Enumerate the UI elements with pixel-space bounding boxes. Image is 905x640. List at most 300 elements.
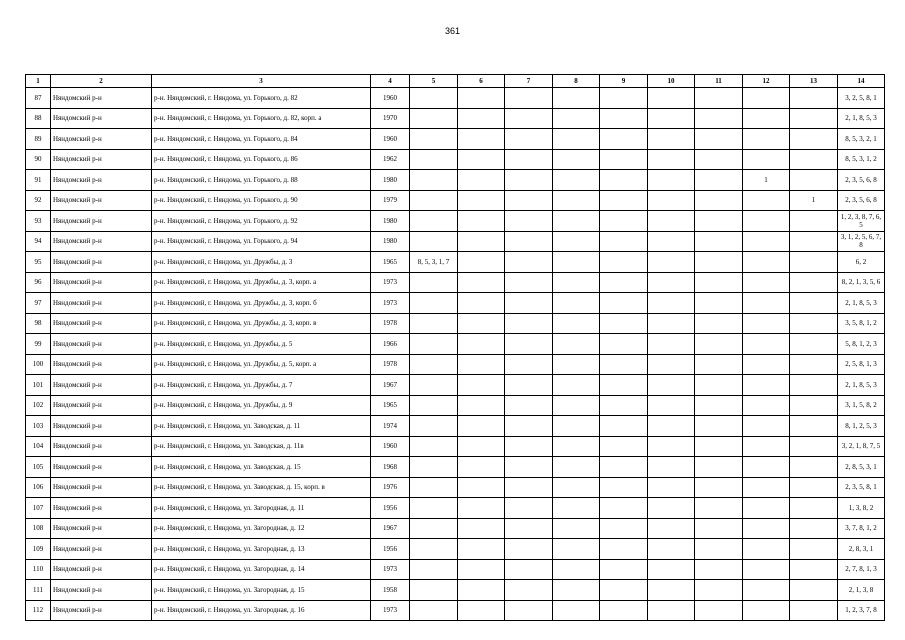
row-number-cell: 98 — [26, 313, 51, 334]
year-cell: 1962 — [371, 149, 410, 170]
address-cell: р-н. Няндомский, г. Няндома, ул. Дружбы, д. 9 — [152, 395, 371, 416]
column-12-cell — [743, 559, 790, 580]
column-5-cell — [410, 88, 458, 109]
column-11-cell — [695, 375, 743, 396]
column-5-cell — [410, 375, 458, 396]
column-7-cell — [505, 293, 553, 314]
column-6-cell — [458, 313, 505, 334]
column-8-cell — [553, 559, 600, 580]
year-cell: 1980 — [371, 211, 410, 232]
column-header-13: 13 — [790, 75, 838, 88]
row-number-cell: 105 — [26, 457, 51, 478]
column-14-cell: 2, 1, 8, 5, 3 — [838, 293, 885, 314]
column-12-cell — [743, 334, 790, 355]
column-header-8: 8 — [553, 75, 600, 88]
column-8-cell — [553, 539, 600, 560]
table-row — [26, 129, 885, 150]
column-11-cell — [695, 190, 743, 211]
column-12-cell — [743, 129, 790, 150]
column-header-3: 3 — [152, 75, 371, 88]
column-13-cell — [790, 354, 838, 375]
address-cell: р-н. Няндомский, г. Няндома, ул. Дружбы, д. 3, корп. в — [152, 313, 371, 334]
column-6-cell — [458, 354, 505, 375]
column-9-cell — [600, 190, 648, 211]
column-14-cell: 3, 7, 8, 1, 2 — [838, 518, 885, 539]
column-12-cell — [743, 395, 790, 416]
table-row — [26, 211, 885, 232]
address-cell: р-н. Няндомский, г. Няндома, ул. Горького, д. 82, корп. а — [152, 108, 371, 129]
column-10-cell — [648, 129, 695, 150]
table-row — [26, 498, 885, 519]
column-5-cell — [410, 149, 458, 170]
row-number-cell: 92 — [26, 190, 51, 211]
column-11-cell — [695, 395, 743, 416]
column-6-cell — [458, 518, 505, 539]
table-row — [26, 354, 885, 375]
column-10-cell — [648, 272, 695, 293]
district-cell: Няндомский р-н — [51, 313, 152, 334]
year-cell: 1960 — [371, 436, 410, 457]
column-5-cell — [410, 457, 458, 478]
column-14-cell: 2, 1, 3, 8 — [838, 580, 885, 601]
district-cell: Няндомский р-н — [51, 416, 152, 437]
column-10-cell — [648, 375, 695, 396]
row-number-cell: 90 — [26, 149, 51, 170]
table-row — [26, 88, 885, 109]
column-12-cell — [743, 457, 790, 478]
column-6-cell — [458, 375, 505, 396]
row-number-cell: 100 — [26, 354, 51, 375]
column-6-cell — [458, 457, 505, 478]
year-cell: 1968 — [371, 457, 410, 478]
column-6-cell — [458, 170, 505, 191]
year-cell: 1967 — [371, 375, 410, 396]
column-header-5: 5 — [410, 75, 458, 88]
column-11-cell — [695, 580, 743, 601]
column-11-cell — [695, 457, 743, 478]
column-5-cell — [410, 293, 458, 314]
column-8-cell — [553, 498, 600, 519]
column-6-cell — [458, 539, 505, 560]
district-cell: Няндомский р-н — [51, 190, 152, 211]
address-cell: р-н. Няндомский, г. Няндома, ул. Горького, д. 88 — [152, 170, 371, 191]
column-9-cell — [600, 149, 648, 170]
column-12-cell — [743, 211, 790, 232]
column-7-cell — [505, 436, 553, 457]
column-9-cell — [600, 252, 648, 273]
column-7-cell — [505, 600, 553, 621]
column-13-cell — [790, 231, 838, 252]
column-5-cell — [410, 129, 458, 150]
table-row — [26, 600, 885, 621]
column-14-cell: 3, 1, 5, 8, 2 — [838, 395, 885, 416]
column-9-cell — [600, 129, 648, 150]
column-header-10: 10 — [648, 75, 695, 88]
table-row — [26, 149, 885, 170]
row-number-cell: 106 — [26, 477, 51, 498]
column-9-cell — [600, 293, 648, 314]
column-6-cell — [458, 293, 505, 314]
column-13-cell — [790, 559, 838, 580]
column-9-cell — [600, 231, 648, 252]
column-13-cell — [790, 498, 838, 519]
address-cell: р-н. Няндомский, г. Няндома, ул. Дружбы, д. 3, корп. а — [152, 272, 371, 293]
column-5-cell — [410, 416, 458, 437]
column-13-cell — [790, 539, 838, 560]
column-5-cell — [410, 436, 458, 457]
row-number-cell: 101 — [26, 375, 51, 396]
column-8-cell — [553, 211, 600, 232]
column-12-cell — [743, 293, 790, 314]
year-cell: 1965 — [371, 252, 410, 273]
table-row — [26, 313, 885, 334]
district-cell: Няндомский р-н — [51, 170, 152, 191]
column-10-cell — [648, 88, 695, 109]
column-5-cell — [410, 477, 458, 498]
column-6-cell — [458, 395, 505, 416]
column-7-cell — [505, 190, 553, 211]
column-13-cell — [790, 416, 838, 437]
column-7-cell — [505, 252, 553, 273]
column-header-9: 9 — [600, 75, 648, 88]
table-row — [26, 231, 885, 252]
column-14-cell: 2, 8, 5, 3, 1 — [838, 457, 885, 478]
district-cell: Няндомский р-н — [51, 600, 152, 621]
address-cell: р-н. Няндомский, г. Няндома, ул. Заводская, д. 15, корп. в — [152, 477, 371, 498]
column-13-cell — [790, 252, 838, 273]
column-13-cell — [790, 129, 838, 150]
column-5-cell — [410, 580, 458, 601]
column-11-cell — [695, 354, 743, 375]
column-13-cell — [790, 375, 838, 396]
column-8-cell — [553, 149, 600, 170]
column-10-cell — [648, 354, 695, 375]
column-8-cell — [553, 272, 600, 293]
column-14-cell: 3, 1, 2, 5, 6, 7, 8 — [838, 231, 885, 252]
column-5-cell — [410, 498, 458, 519]
column-5-cell — [410, 313, 458, 334]
district-cell: Няндомский р-н — [51, 272, 152, 293]
column-12-cell — [743, 231, 790, 252]
housing-registry-table — [25, 74, 885, 621]
column-header-11: 11 — [695, 75, 743, 88]
column-10-cell — [648, 477, 695, 498]
column-12-cell: 1 — [743, 170, 790, 191]
column-7-cell — [505, 498, 553, 519]
district-cell: Няндомский р-н — [51, 231, 152, 252]
column-5-cell: 8, 5, 3, 1, 7 — [410, 252, 458, 273]
column-14-cell: 2, 1, 8, 5, 3 — [838, 108, 885, 129]
column-7-cell — [505, 518, 553, 539]
column-14-cell: 2, 3, 5, 8, 1 — [838, 477, 885, 498]
address-cell: р-н. Няндомский, г. Няндома, ул. Горького, д. 82 — [152, 88, 371, 109]
column-header-14: 14 — [838, 75, 885, 88]
district-cell: Няндомский р-н — [51, 395, 152, 416]
column-8-cell — [553, 600, 600, 621]
address-cell: р-н. Няндомский, г. Няндома, ул. Заводская, д. 11в — [152, 436, 371, 457]
address-cell: р-н. Няндомский, г. Няндома, ул. Горького, д. 86 — [152, 149, 371, 170]
column-6-cell — [458, 477, 505, 498]
column-13-cell: 1 — [790, 190, 838, 211]
column-header-6: 6 — [458, 75, 505, 88]
address-cell: р-н. Няндомский, г. Няндома, ул. Горького, д. 92 — [152, 211, 371, 232]
column-14-cell: 2, 1, 8, 5, 3 — [838, 375, 885, 396]
column-8-cell — [553, 354, 600, 375]
address-cell: р-н. Няндомский, г. Няндома, ул. Дружбы, д. 3, корп. б — [152, 293, 371, 314]
column-7-cell — [505, 559, 553, 580]
page-number: 361 — [444, 26, 461, 36]
table-row — [26, 580, 885, 601]
row-number-cell: 112 — [26, 600, 51, 621]
column-6-cell — [458, 436, 505, 457]
column-5-cell — [410, 190, 458, 211]
district-cell: Няндомский р-н — [51, 293, 152, 314]
column-10-cell — [648, 149, 695, 170]
column-7-cell — [505, 580, 553, 601]
address-cell: р-н. Няндомский, г. Няндома, ул. Горького, д. 94 — [152, 231, 371, 252]
column-5-cell — [410, 395, 458, 416]
column-10-cell — [648, 395, 695, 416]
district-cell: Няндомский р-н — [51, 559, 152, 580]
address-cell: р-н. Няндомский, г. Няндома, ул. Дружбы, д. 7 — [152, 375, 371, 396]
year-cell: 1965 — [371, 395, 410, 416]
column-12-cell — [743, 272, 790, 293]
column-8-cell — [553, 580, 600, 601]
column-7-cell — [505, 170, 553, 191]
column-14-cell: 5, 8, 1, 2, 3 — [838, 334, 885, 355]
year-cell: 1956 — [371, 498, 410, 519]
column-5-cell — [410, 231, 458, 252]
column-13-cell — [790, 334, 838, 355]
column-9-cell — [600, 539, 648, 560]
column-12-cell — [743, 498, 790, 519]
column-8-cell — [553, 252, 600, 273]
table-body — [26, 88, 885, 621]
column-9-cell — [600, 600, 648, 621]
column-13-cell — [790, 293, 838, 314]
row-number-cell: 96 — [26, 272, 51, 293]
column-14-cell: 2, 8, 3, 1 — [838, 539, 885, 560]
column-13-cell — [790, 436, 838, 457]
column-6-cell — [458, 252, 505, 273]
table-row — [26, 477, 885, 498]
column-7-cell — [505, 477, 553, 498]
column-8-cell — [553, 436, 600, 457]
district-cell: Няндомский р-н — [51, 129, 152, 150]
column-5-cell — [410, 108, 458, 129]
column-11-cell — [695, 293, 743, 314]
column-7-cell — [505, 272, 553, 293]
column-8-cell — [553, 190, 600, 211]
column-10-cell — [648, 334, 695, 355]
column-9-cell — [600, 477, 648, 498]
column-header-1: 1 — [26, 75, 51, 88]
column-11-cell — [695, 477, 743, 498]
column-10-cell — [648, 580, 695, 601]
column-11-cell — [695, 313, 743, 334]
district-cell: Няндомский р-н — [51, 211, 152, 232]
column-8-cell — [553, 170, 600, 191]
row-number-cell: 99 — [26, 334, 51, 355]
table-row — [26, 190, 885, 211]
district-cell: Няндомский р-н — [51, 375, 152, 396]
column-6-cell — [458, 211, 505, 232]
column-7-cell — [505, 395, 553, 416]
column-7-cell — [505, 129, 553, 150]
column-8-cell — [553, 313, 600, 334]
column-8-cell — [553, 457, 600, 478]
column-11-cell — [695, 170, 743, 191]
column-7-cell — [505, 539, 553, 560]
column-12-cell — [743, 600, 790, 621]
column-14-cell: 1, 3, 8, 2 — [838, 498, 885, 519]
address-cell: р-н. Няндомский, г. Няндома, ул. Загородная, д. 14 — [152, 559, 371, 580]
column-7-cell — [505, 211, 553, 232]
district-cell: Няндомский р-н — [51, 252, 152, 273]
column-14-cell: 8, 5, 3, 1, 2 — [838, 149, 885, 170]
column-8-cell — [553, 293, 600, 314]
column-12-cell — [743, 108, 790, 129]
column-8-cell — [553, 88, 600, 109]
column-7-cell — [505, 88, 553, 109]
column-10-cell — [648, 436, 695, 457]
column-5-cell — [410, 211, 458, 232]
column-14-cell: 3, 5, 8, 1, 2 — [838, 313, 885, 334]
column-6-cell — [458, 416, 505, 437]
year-cell: 1978 — [371, 313, 410, 334]
row-number-cell: 93 — [26, 211, 51, 232]
year-cell: 1979 — [371, 190, 410, 211]
year-cell: 1966 — [371, 334, 410, 355]
column-14-cell: 3, 2, 1, 8, 7, 5 — [838, 436, 885, 457]
column-11-cell — [695, 108, 743, 129]
column-6-cell — [458, 149, 505, 170]
column-6-cell — [458, 498, 505, 519]
table-row — [26, 108, 885, 129]
column-12-cell — [743, 375, 790, 396]
year-cell: 1958 — [371, 580, 410, 601]
column-7-cell — [505, 231, 553, 252]
column-10-cell — [648, 416, 695, 437]
column-9-cell — [600, 334, 648, 355]
district-cell: Няндомский р-н — [51, 108, 152, 129]
column-12-cell — [743, 518, 790, 539]
column-13-cell — [790, 477, 838, 498]
column-14-cell: 1, 2, 3, 7, 8 — [838, 600, 885, 621]
column-10-cell — [648, 170, 695, 191]
address-cell: р-н. Няндомский, г. Няндома, ул. Дружбы, д. 5 — [152, 334, 371, 355]
row-number-cell: 102 — [26, 395, 51, 416]
address-cell: р-н. Няндомский, г. Няндома, ул. Загородная, д. 12 — [152, 518, 371, 539]
district-cell: Няндомский р-н — [51, 354, 152, 375]
year-cell: 1976 — [371, 477, 410, 498]
column-7-cell — [505, 313, 553, 334]
column-13-cell — [790, 395, 838, 416]
row-number-cell: 108 — [26, 518, 51, 539]
column-8-cell — [553, 334, 600, 355]
column-9-cell — [600, 518, 648, 539]
table-row — [26, 559, 885, 580]
column-6-cell — [458, 88, 505, 109]
column-12-cell — [743, 149, 790, 170]
column-6-cell — [458, 108, 505, 129]
district-cell: Няндомский р-н — [51, 149, 152, 170]
column-6-cell — [458, 559, 505, 580]
column-12-cell — [743, 190, 790, 211]
column-13-cell — [790, 580, 838, 601]
column-10-cell — [648, 252, 695, 273]
table-row — [26, 272, 885, 293]
column-14-cell: 2, 5, 8, 1, 3 — [838, 354, 885, 375]
column-13-cell — [790, 211, 838, 232]
column-11-cell — [695, 436, 743, 457]
address-cell: р-н. Няндомский, г. Няндома, ул. Загородная, д. 11 — [152, 498, 371, 519]
column-8-cell — [553, 395, 600, 416]
column-11-cell — [695, 334, 743, 355]
column-11-cell — [695, 211, 743, 232]
table-row — [26, 539, 885, 560]
table-row — [26, 457, 885, 478]
column-9-cell — [600, 498, 648, 519]
column-5-cell — [410, 272, 458, 293]
column-11-cell — [695, 129, 743, 150]
column-5-cell — [410, 518, 458, 539]
district-cell: Няндомский р-н — [51, 518, 152, 539]
year-cell: 1970 — [371, 108, 410, 129]
year-cell: 1960 — [371, 88, 410, 109]
year-cell: 1980 — [371, 170, 410, 191]
column-7-cell — [505, 375, 553, 396]
address-cell: р-н. Няндомский, г. Няндома, ул. Дружбы, д. 5, корп. а — [152, 354, 371, 375]
column-5-cell — [410, 600, 458, 621]
row-number-cell: 87 — [26, 88, 51, 109]
column-7-cell — [505, 108, 553, 129]
column-11-cell — [695, 272, 743, 293]
column-12-cell — [743, 252, 790, 273]
row-number-cell: 97 — [26, 293, 51, 314]
column-14-cell: 2, 3, 5, 6, 8 — [838, 190, 885, 211]
column-11-cell — [695, 600, 743, 621]
table-row — [26, 375, 885, 396]
year-cell: 1974 — [371, 416, 410, 437]
column-10-cell — [648, 190, 695, 211]
table-row — [26, 293, 885, 314]
column-13-cell — [790, 88, 838, 109]
column-6-cell — [458, 190, 505, 211]
column-header-12: 12 — [743, 75, 790, 88]
column-13-cell — [790, 149, 838, 170]
column-8-cell — [553, 231, 600, 252]
row-number-cell: 107 — [26, 498, 51, 519]
column-13-cell — [790, 313, 838, 334]
address-cell: р-н. Няндомский, г. Няндома, ул. Заводская, д. 15 — [152, 457, 371, 478]
year-cell: 1980 — [371, 231, 410, 252]
row-number-cell: 104 — [26, 436, 51, 457]
column-10-cell — [648, 211, 695, 232]
year-cell: 1973 — [371, 600, 410, 621]
district-cell: Няндомский р-н — [51, 334, 152, 355]
column-6-cell — [458, 272, 505, 293]
row-number-cell: 88 — [26, 108, 51, 129]
year-cell: 1973 — [371, 559, 410, 580]
column-8-cell — [553, 416, 600, 437]
district-cell: Няндомский р-н — [51, 477, 152, 498]
column-9-cell — [600, 395, 648, 416]
column-12-cell — [743, 580, 790, 601]
column-9-cell — [600, 170, 648, 191]
row-number-cell: 94 — [26, 231, 51, 252]
address-cell: р-н. Няндомский, г. Няндома, ул. Горького, д. 90 — [152, 190, 371, 211]
